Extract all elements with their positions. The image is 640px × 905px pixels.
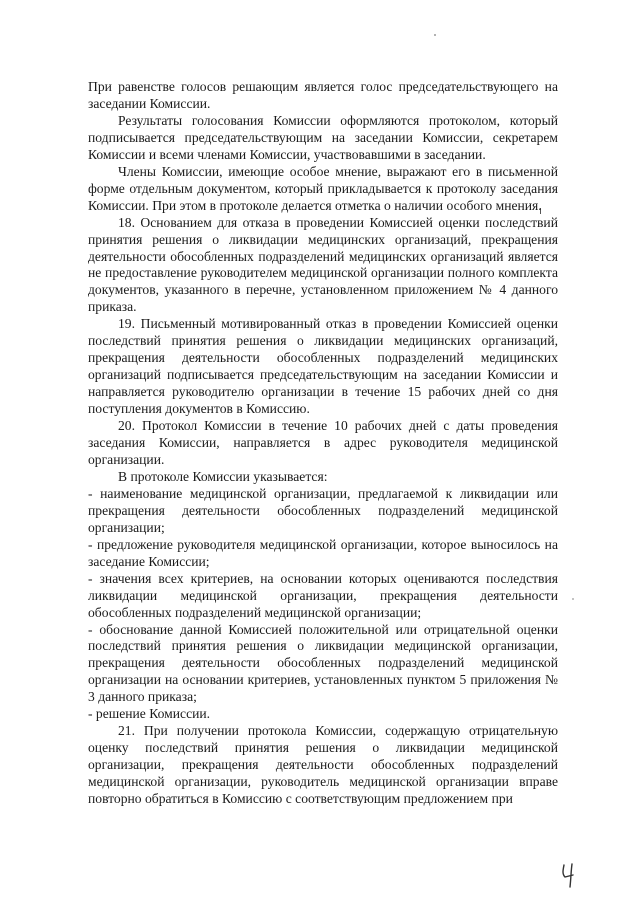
paragraph-tie-vote: При равенстве голосов решающим является голос председательствующего на заседании Комиссии. — [88, 79, 558, 111]
paragraph-item-21: 21. При получении протокола Комиссии, содержащую отрицательную оценку последствий принятия решения о ликвидации медицинской организации, прекращения деятельности обособленных подразделений медицинской организации, руководитель медицинской организации вправе повторно обратиться в Комиссию с соответствующим предложением при — [88, 723, 558, 807]
paragraph-protocol-contents-intro: В протоколе Комиссии указывается: — [118, 468, 328, 484]
handwritten-page-number — [560, 862, 582, 888]
document-body — [88, 79, 558, 808]
paragraph-item-19: 19. Письменный мотивированный отказ в проведении Комиссией оценки последствий принятия решения о ликвидации медицинских организаций, прекращения деятельности обособленных подразделений медицинских организаций подписывается председательствующим на заседании Комиссии и направляется руководителю организации в течение 15 рабочих дней со дня поступления документов в Комиссию. — [88, 316, 558, 417]
list-item-head-proposal: - предложение руководителя медицинской организации, которое выносилось на заседание Комиссии; — [88, 536, 558, 569]
paragraph-item-18: 18. Основанием для отказа в проведении Комиссией оценки последствий принятия решения о ликвидации медицинских организаций, прекращения деятельности обособленных подразделений медицинских организаций является не предоставление руководителем медицинской организации полного комплекта документов, указанного в перечне, установленном приложением № 4 данного приказа. — [88, 214, 558, 315]
scan-speck — [434, 34, 436, 36]
page-number-glyph — [560, 862, 582, 888]
list-item-criteria-values: - значения всех критериев, на основании которых оцениваются последствия ликвидации медицинской организации, прекращения деятельности обособленных подразделений медицинской организации; — [88, 570, 558, 620]
list-item-org-name: - наименование медицинской организации, предлагаемой к ликвидации или прекращения деятельности обособленных подразделений медицинской организации; — [88, 485, 558, 535]
paragraph-item-20: 20. Протокол Комиссии в течение 10 рабочих дней с даты проведения заседания Комиссии, направляется в адрес руководителя медицинской организации. — [88, 418, 558, 467]
paragraph-voting-results: Результаты голосования Комиссии оформляются протоколом, который подписывается председательствующим на заседании Комиссии, секретарем Комиссии и всеми членами Комиссии, участвовавшими в заседании. — [88, 112, 558, 162]
scan-speck — [572, 598, 574, 600]
list-item-decision: - решение Комиссии. — [88, 706, 211, 722]
list-item-justification: - обоснование данной Комиссией положительной или отрицательной оценки последствий принятия решения о ликвидации медицинской организации, прекращения деятельности обособленных подразделений медицинской организации на основании критериев, установленных пунктом 5 приложения № 3 данного приказа; — [88, 621, 558, 705]
paragraph-dissenting-opinion: Члены Комиссии, имеющие особое мнение, выражают его в письменной форме отдельным документом, который прикладывается к протоколу заседания Комиссии. При этом в протоколе делается отметка о наличии особого мнения. — [88, 163, 558, 213]
